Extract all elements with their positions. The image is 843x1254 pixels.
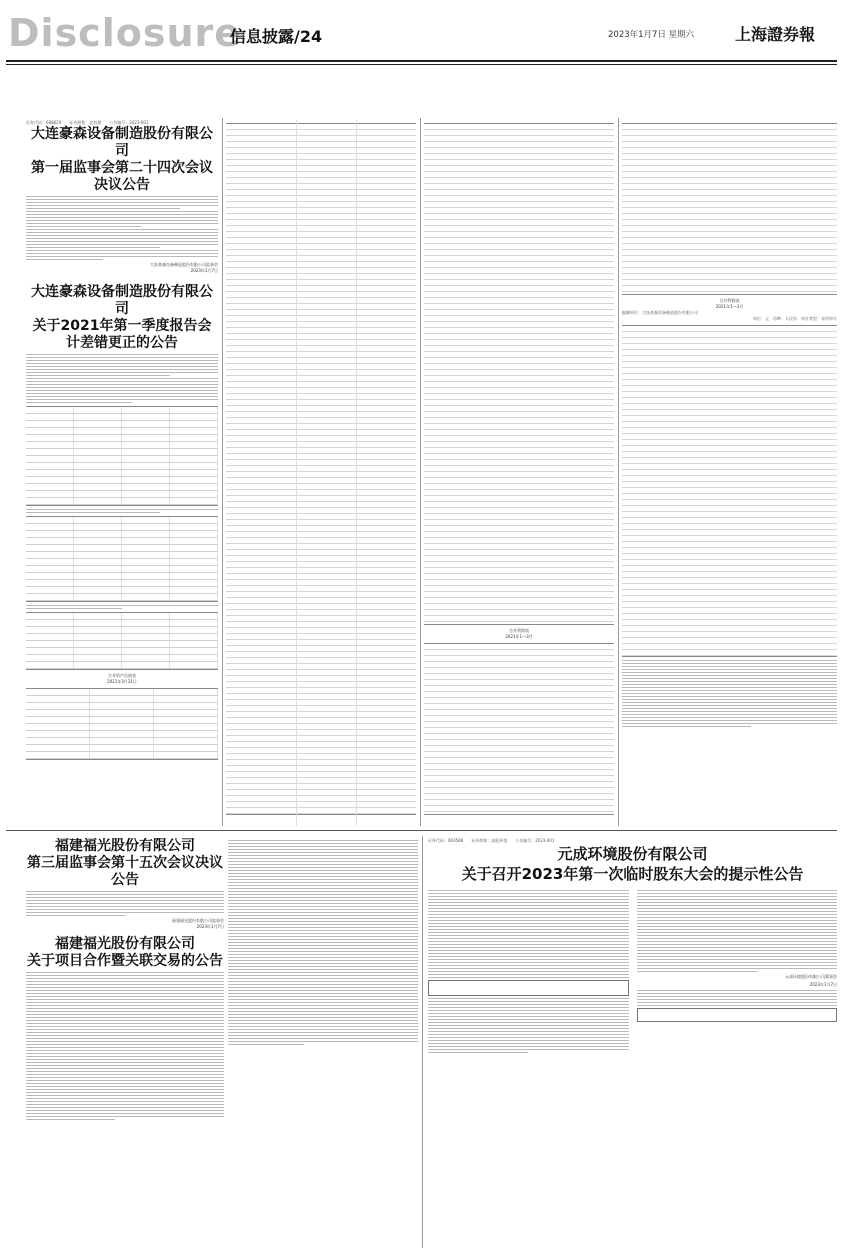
data-table xyxy=(622,325,837,657)
header-rule-thin xyxy=(6,64,837,65)
signature-date: 2023年1月7日 xyxy=(196,924,224,929)
data-table xyxy=(424,123,614,625)
balance-sheet-continued xyxy=(226,120,416,826)
signature: 福建福光股份有限公司监事会 xyxy=(172,918,224,923)
body-text xyxy=(637,888,838,1055)
body-text xyxy=(26,972,224,1120)
stock-code-line: 证券代码：688620 证券简称：安凯微 公告编号：2023-001 xyxy=(26,120,149,125)
announcement-title: 第三届监事会第十五次会议决议公告 xyxy=(27,855,223,888)
signature: 大连豪森设备制造股份有限公司监事会 xyxy=(150,262,218,267)
announcement-fuguang-supervisory xyxy=(26,838,224,1248)
masthead xyxy=(0,0,843,58)
announcement-company: 大连豪森设备制造股份有限公司 xyxy=(31,284,213,317)
statement-title: 合并利润表 xyxy=(719,298,740,303)
data-table xyxy=(26,516,218,602)
body-text xyxy=(428,888,629,1055)
data-table xyxy=(226,123,416,815)
announcement-title: 第一届监事会第二十四次会议决议公告 xyxy=(31,160,213,193)
data-table xyxy=(26,612,218,670)
announcement-title: 关于项目合作暨关联交易的公告 xyxy=(27,953,223,969)
announcement-company: 福建福光股份有限公司 xyxy=(55,838,195,854)
stock-code-line: 证券代码：603588 证券简称：高能环境 公告编号：2023-001 xyxy=(428,838,555,843)
body-text xyxy=(26,891,224,916)
body-text xyxy=(26,354,218,403)
issue-date: 2023年1月7日 星期六 xyxy=(608,30,695,40)
announcement-company: 福建福光股份有限公司 xyxy=(55,936,195,952)
newspaper-name: 上海證券報 xyxy=(735,25,816,44)
column-divider xyxy=(222,118,223,826)
table-date: 2021年3月31日 xyxy=(107,679,137,684)
body-text xyxy=(622,660,837,727)
body-text xyxy=(26,196,218,260)
data-table xyxy=(26,688,218,760)
income-statement xyxy=(622,120,837,826)
balance-sheet-continued xyxy=(424,120,614,826)
statement-period: 2021年1—3月 xyxy=(505,634,533,639)
table-caption: 合并资产负债表 xyxy=(108,673,136,678)
section-title xyxy=(230,24,322,47)
announcement-title: 关于召开2023年第一次临时股东大会的提示性公告 xyxy=(461,865,804,883)
statement-company: 编制单位：大连豪森设备制造股份有限公司 xyxy=(622,310,698,315)
signature: 元成环境股份有限公司董事会 xyxy=(785,974,837,979)
data-table xyxy=(26,406,218,506)
column-divider xyxy=(422,836,423,1248)
header-rule xyxy=(6,60,837,62)
data-table xyxy=(424,643,614,815)
column-divider xyxy=(618,118,619,826)
signature-date: 2023年1月7日 xyxy=(190,268,218,273)
announcement-fuguang-continued xyxy=(228,838,418,1248)
section-name: 信息披露 xyxy=(230,27,295,46)
announcement-yuancheng-meeting xyxy=(428,838,837,1248)
brand-wordmark: Disclosure xyxy=(8,11,242,55)
statement-title: 合并利润表 xyxy=(509,628,529,633)
announcement-company: 元成环境股份有限公司 xyxy=(557,845,708,863)
page-number: /24 xyxy=(294,27,323,46)
announcement-hausen-supervisory xyxy=(26,120,218,826)
band-divider xyxy=(6,830,837,831)
statement-period: 2021年1—3月 xyxy=(715,304,744,309)
body-text xyxy=(228,840,418,1045)
announcement-title: 关于2021年第一季度报告会计差错更正的公告 xyxy=(32,318,212,351)
column-divider xyxy=(420,118,421,826)
statement-unit: 单位：元 币种：人民币 审计类型：未经审计 xyxy=(753,316,837,321)
data-table xyxy=(622,123,837,295)
announcement-company: 大连豪森设备制造股份有限公司 xyxy=(31,126,213,159)
signature-date: 2023年1月7日 xyxy=(809,982,837,987)
